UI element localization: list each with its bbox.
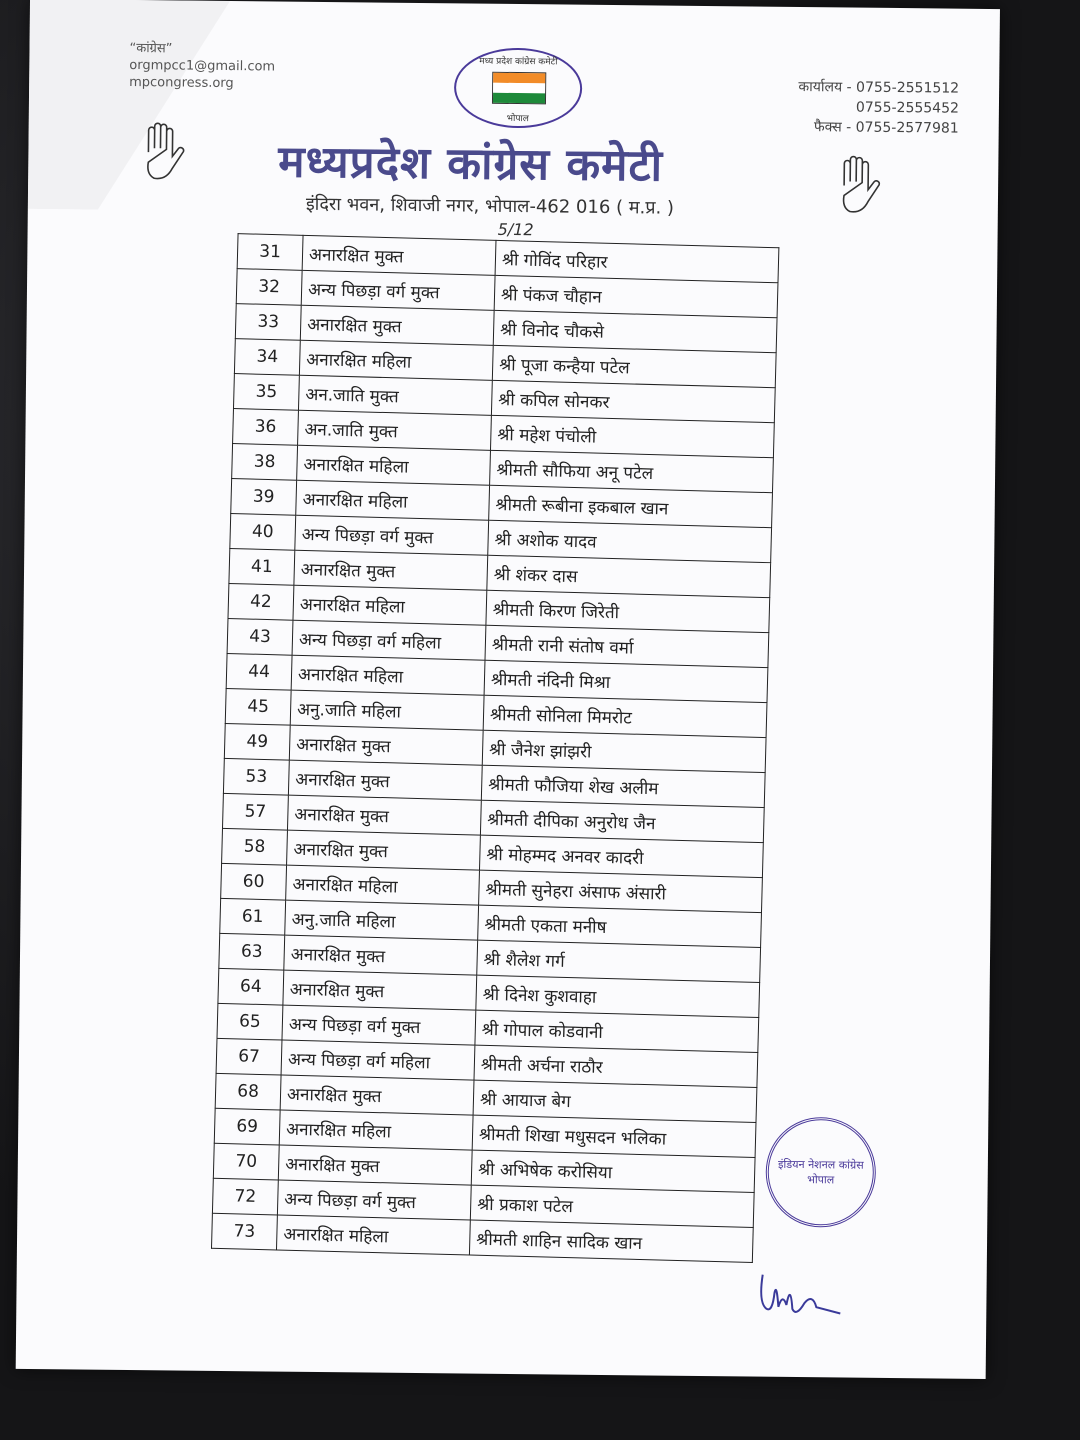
party-seal (765, 1117, 876, 1228)
row-number: 38 (232, 444, 298, 481)
row-number: 44 (226, 653, 292, 690)
reservation-category: अनारक्षित मुक्त (278, 1145, 472, 1185)
candidate-name: श्रीमती नंदिनी मिश्रा (484, 660, 768, 702)
reservation-category: अन्य पिछड़ा वर्ग मुक्त (282, 1005, 476, 1045)
row-number: 53 (223, 758, 289, 795)
reservation-category: अनारक्षित मुक्त (283, 970, 477, 1010)
reservation-category: अन्य पिछड़ा वर्ग मुक्त (295, 515, 489, 555)
reservation-category: अन्य पिछड़ा वर्ग महिला (281, 1040, 475, 1080)
corner-contact (129, 40, 275, 93)
reservation-category: अन्य पिछड़ा वर्ग मुक्त (301, 270, 495, 310)
row-number: 40 (230, 514, 296, 551)
reservation-category: अनारक्षित मुक्त (288, 760, 482, 800)
row-number: 57 (222, 793, 288, 830)
row-number: 73 (212, 1213, 278, 1250)
row-number: 32 (236, 269, 302, 306)
row-number: 34 (234, 339, 300, 376)
row-number: 68 (215, 1073, 281, 1110)
candidate-name: श्री अशोक यादव (488, 520, 772, 562)
logo-bottom-text: भोपाल (506, 113, 529, 125)
reservation-category: अनारक्षित मुक्त (302, 235, 496, 275)
reservation-category: अन्य पिछड़ा वर्ग मुक्त (277, 1180, 471, 1220)
reservation-category: अनु.जाति महिला (290, 690, 484, 730)
candidate-name: श्री गोविंद परिहार (495, 240, 779, 282)
row-number: 42 (228, 584, 294, 621)
row-number: 41 (229, 549, 295, 586)
row-number: 33 (235, 304, 301, 341)
row-number: 72 (212, 1178, 278, 1215)
row-number: 67 (216, 1038, 282, 1075)
candidate-name: श्रीमती एकता मनीष (478, 905, 762, 947)
underlying-sheet (28, 0, 230, 211)
candidate-name: श्री मोहम्मद अनवर कादरी (479, 835, 763, 877)
row-number: 61 (220, 898, 286, 935)
reservation-category: अनारक्षित मुक्त (294, 550, 488, 590)
candidate-name: श्रीमती किरण जिरेती (486, 590, 770, 632)
reservation-category: अनारक्षित मुक्त (287, 830, 481, 870)
row-number: 65 (217, 1003, 283, 1040)
candidate-name: श्रीमती अर्चना राठौर (474, 1045, 758, 1087)
candidate-name: श्री पंकज चौहान (494, 275, 778, 317)
candidate-name: श्री आयाज बेग (473, 1080, 757, 1122)
row-number: 43 (227, 618, 293, 655)
office-phone: कार्यालय - 0755-2551512 (798, 78, 960, 97)
row-number: 63 (219, 933, 285, 970)
candidate-name: श्रीमती फौजिया शेख अलीम (481, 765, 765, 807)
reservation-category: अन्य पिछड़ा वर्ग महिला (292, 620, 486, 660)
reservation-category: अनारक्षित मुक्त (284, 935, 478, 975)
handwritten-page-mark: 5/12 (497, 219, 534, 240)
reservation-category: अनारक्षित महिला (279, 1110, 473, 1150)
reservation-category: अनारक्षित मुक्त (287, 795, 481, 835)
candidate-name: श्रीमती रानी संतोष वर्मा (485, 625, 769, 667)
candidate-name: श्री शंकर दास (487, 555, 771, 597)
letterhead-address: इंदिरा भवन, शिवाजी नगर, भोपाल-462 016 ( म.प्र. ) (305, 193, 675, 219)
candidate-name: श्रीमती सौफिया अनू पटेल (490, 450, 774, 492)
candidate-name: श्री विनोद चौकसे (493, 310, 777, 352)
reservation-category: अनारक्षित महिला (293, 585, 487, 625)
congress-logo (454, 47, 583, 128)
row-number: 39 (231, 479, 297, 516)
candidate-name: श्री दिनेश कुशवाहा (476, 975, 760, 1017)
reservation-category: अनारक्षित महिला (296, 480, 490, 520)
candidate-name: श्री गोपाल कोडवानी (475, 1010, 759, 1052)
reservation-category: अनारक्षित मुक्त (289, 725, 483, 765)
row-number: 58 (222, 828, 288, 865)
logo-top-text: मध्य प्रदेश कांग्रेस कमेटी (479, 56, 558, 68)
reservation-category: अनारक्षित मुक्त (300, 305, 494, 345)
candidate-name: श्री अभिषेक करोसिया (471, 1150, 755, 1192)
corner-website: mpcongress.org (129, 74, 234, 92)
flag-icon (492, 72, 546, 105)
office-phone-2: 0755-2555452 (855, 99, 960, 117)
candidate-name: श्रीमती सोनिला मिमरोट (483, 695, 767, 737)
candidate-name: श्री जैनेश झांझरी (482, 730, 766, 772)
row-number: 36 (233, 409, 299, 446)
row-number: 31 (237, 234, 303, 271)
candidate-name: श्रीमती रूबीना इकबाल खान (489, 485, 773, 527)
document-page (16, 0, 1000, 1379)
corner-line: “कांग्रेस” (129, 40, 173, 57)
reservation-category: अनारक्षित महिला (276, 1215, 470, 1255)
candidate-name: श्रीमती सुनेहरा अंसाफ अंसारी (479, 870, 763, 912)
seal-text: इंडियन नेशनल कांग्रेस भोपाल (777, 1157, 864, 1187)
reservation-category: अनारक्षित महिला (291, 655, 485, 695)
reservation-category: अनारक्षित महिला (299, 340, 493, 380)
candidate-name: श्री महेश पंचोली (490, 415, 774, 457)
reservation-category: अन.जाति मुक्त (298, 410, 492, 450)
fax-number: फैक्स - 0755-2577981 (813, 119, 959, 137)
candidate-table (211, 233, 779, 1263)
corner-email: orgmpcc1@gmail.com (129, 57, 276, 75)
row-number: 70 (213, 1143, 279, 1180)
row-number: 69 (214, 1108, 280, 1145)
reservation-category: अनारक्षित महिला (297, 445, 491, 485)
row-number: 45 (225, 688, 291, 725)
letterhead-title: मध्यप्रदेश कांग्रेस कमेटी (278, 136, 664, 192)
row-number: 35 (233, 374, 299, 411)
row-number: 64 (218, 968, 284, 1005)
hand-symbol-icon (836, 155, 883, 217)
reservation-category: अन.जाति मुक्त (298, 375, 492, 415)
row-number: 49 (224, 723, 290, 760)
signature-scribble (756, 1263, 847, 1324)
candidate-name: श्रीमती दीपिका अनुरोध जैन (480, 800, 764, 842)
candidate-name: श्री पूजा कन्हैया पटेल (492, 345, 776, 387)
row-number: 60 (221, 863, 287, 900)
hand-symbol-icon (140, 122, 187, 184)
candidate-name: श्री प्रकाश पटेल (470, 1185, 754, 1227)
office-contacts (798, 77, 959, 139)
reservation-category: अनारक्षित मुक्त (280, 1075, 474, 1115)
reservation-category: अनु.जाति महिला (285, 900, 479, 940)
candidate-name: श्रीमती शाहिन सादिक खान (469, 1220, 753, 1262)
candidate-name: श्रीमती शिखा मधुसदन भलिका (472, 1115, 756, 1157)
reservation-category: अनारक्षित महिला (286, 865, 480, 905)
candidate-name: श्री शैलेश गर्ग (477, 940, 761, 982)
candidate-name: श्री कपिल सोनकर (491, 380, 775, 422)
